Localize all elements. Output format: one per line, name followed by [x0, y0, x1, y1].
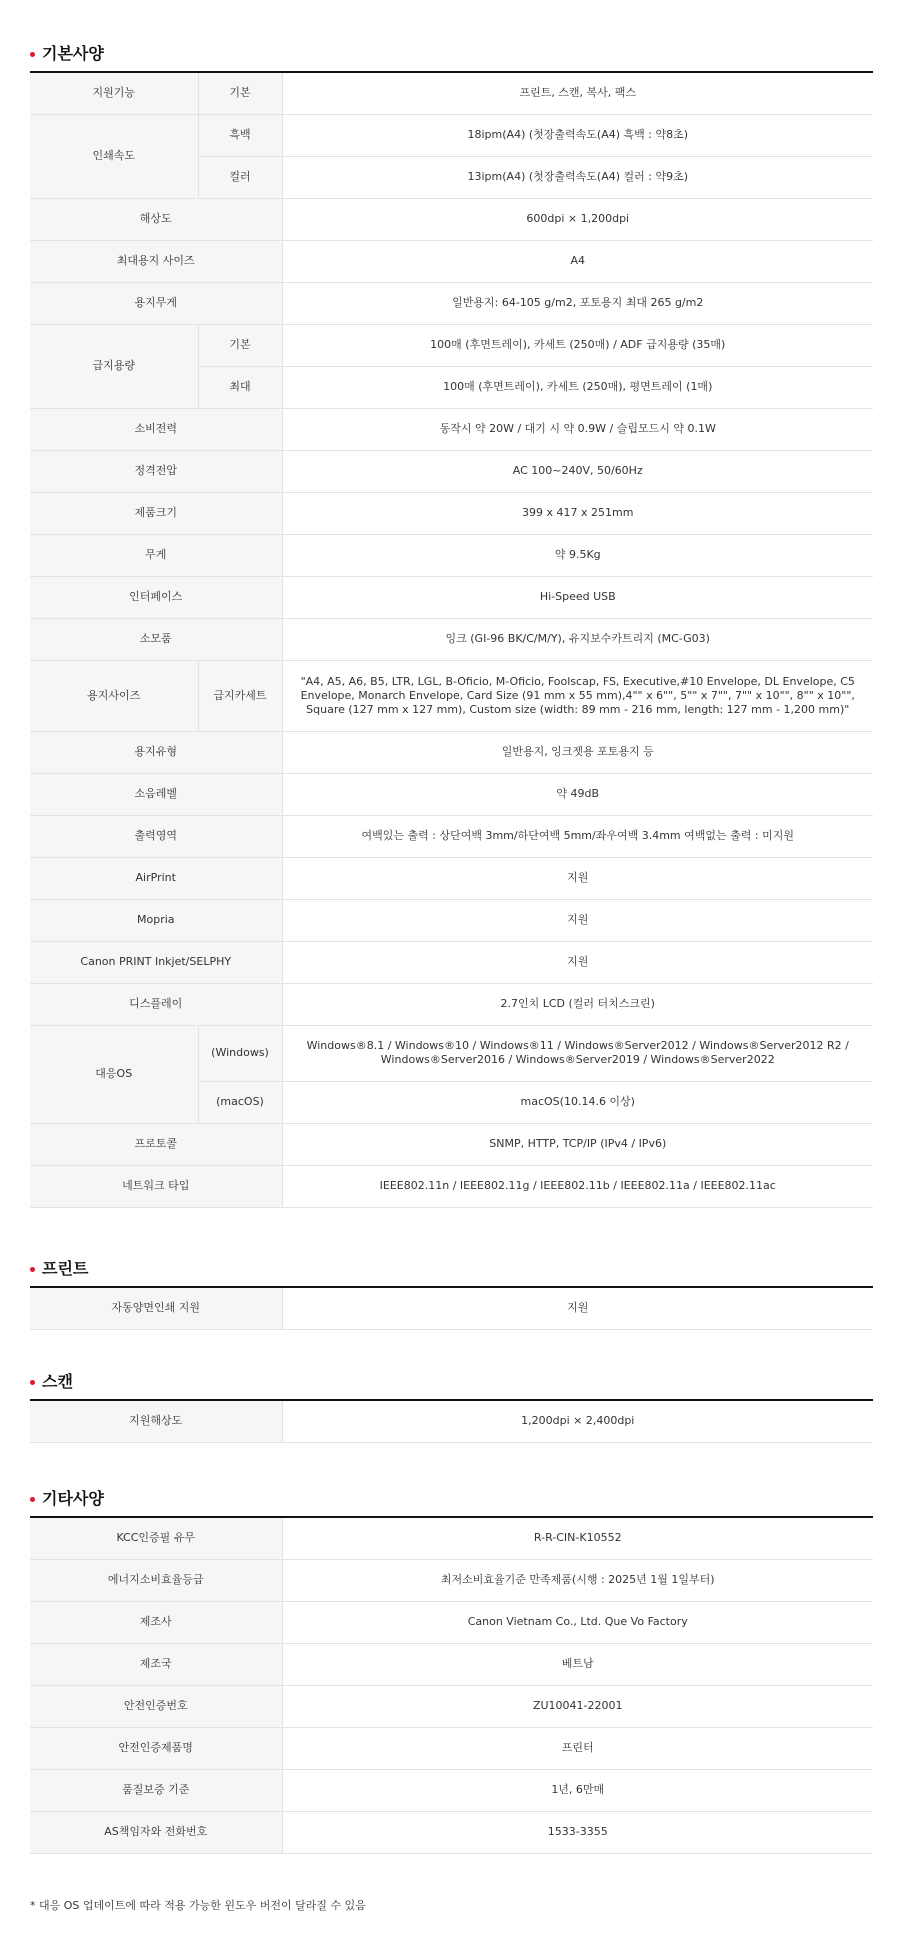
- table-row: [30, 240, 873, 282]
- row-value: 600dpi × 1,200dpi: [282, 198, 873, 240]
- table-row: [30, 1601, 873, 1643]
- table-row: [30, 731, 873, 773]
- row-sublabel: 급지카세트: [198, 660, 282, 731]
- bullet-dot-icon: [30, 1497, 35, 1502]
- row-label: KCC인증필 유무: [30, 1517, 282, 1559]
- table-row: [30, 1727, 873, 1769]
- row-value: 13ipm(A4) (첫장출력속도(A4) 컬러 : 약9초): [282, 156, 873, 198]
- row-sublabel: 기본: [198, 324, 282, 366]
- bullet-dot-icon: [30, 1267, 35, 1272]
- spec-table-basic: [30, 71, 873, 1208]
- row-value: 약 49dB: [282, 773, 873, 815]
- row-label: 디스플레이: [30, 983, 282, 1025]
- row-label: 네트워크 타입: [30, 1165, 282, 1207]
- row-sublabel: (Windows): [198, 1025, 282, 1081]
- row-value: 18ipm(A4) (첫장출력속도(A4) 흑백 : 약8초): [282, 114, 873, 156]
- row-value: 잉크 (GI-96 BK/C/M/Y), 유지보수카트리지 (MC-G03): [282, 618, 873, 660]
- table-row: [30, 534, 873, 576]
- table-row: [30, 1165, 873, 1207]
- row-value: 프린터: [282, 1727, 873, 1769]
- row-value: ZU10041-22001: [282, 1685, 873, 1727]
- row-label: Canon PRINT Inkjet/SELPHY: [30, 941, 282, 983]
- row-sublabel: (macOS): [198, 1081, 282, 1123]
- row-sublabel: 기본: [198, 72, 282, 114]
- table-row: [30, 899, 873, 941]
- row-value: IEEE802.11n / IEEE802.11g / IEEE802.11b / IEEE802.11a / IEEE802.11ac: [282, 1165, 873, 1207]
- table-row: [30, 857, 873, 899]
- row-label: 지원기능: [30, 72, 198, 114]
- table-row: [30, 576, 873, 618]
- table-row: [30, 324, 873, 366]
- row-value: 100매 (후면트레이), 카세트 (250매), 평면트레이 (1매): [282, 366, 873, 408]
- row-label: 무게: [30, 534, 282, 576]
- footnote: * 대응 OS 업데이트에 따라 적용 가능한 윈도우 버전이 달라질 수 있음: [30, 1899, 366, 1912]
- row-value: 100매 (후면트레이), 카세트 (250매) / ADF 급지용량 (35매): [282, 324, 873, 366]
- row-value: 여백있는 출력 : 상단여백 3mm/하단여백 5mm/좌우여백 3.4mm 여백없는 출력 : 미지원: [282, 815, 873, 857]
- table-row: [30, 941, 873, 983]
- row-value: 지원: [282, 1287, 873, 1329]
- row-label: AirPrint: [30, 857, 282, 899]
- row-value: 1533-3355: [282, 1811, 873, 1853]
- row-value: 동작시 약 20W / 대기 시 약 0.9W / 슬립모드시 약 0.1W: [282, 408, 873, 450]
- row-sublabel: 흑백: [198, 114, 282, 156]
- table-row: [30, 1400, 873, 1442]
- table-row: [30, 450, 873, 492]
- row-label: 인터페이스: [30, 576, 282, 618]
- row-value: Hi-Speed USB: [282, 576, 873, 618]
- row-label: 안전인증제품명: [30, 1727, 282, 1769]
- table-row: [30, 1123, 873, 1165]
- row-value: "A4, A5, A6, B5, LTR, LGL, B-Oficio, M-Oficio, Foolscap, FS, Executive,#10 Envelope, DL Envelope, C5 Envelope, Monarch Envelope, Card Size (91 mm x 55 mm),4"" x 6"", 5"" x 7"", 7"" x 10"", 8"" x 10"", Square (127 mm x 127 mm), Custom size (width: 89 mm - 216 mm, length: 127 mm - 1,200 mm)": [282, 660, 873, 731]
- bullet-dot-icon: [30, 52, 35, 57]
- row-value: 2.7인치 LCD (컬러 터치스크린): [282, 983, 873, 1025]
- row-label: 안전인증번호: [30, 1685, 282, 1727]
- row-sublabel: 컬러: [198, 156, 282, 198]
- row-value: 1,200dpi × 2,400dpi: [282, 1400, 873, 1442]
- row-label: 제조국: [30, 1643, 282, 1685]
- row-label: 제품크기: [30, 492, 282, 534]
- table-row: [30, 1811, 873, 1853]
- table-row: [30, 1517, 873, 1559]
- table-row: [30, 815, 873, 857]
- row-label: 최대용지 사이즈: [30, 240, 282, 282]
- row-label: 에너지소비효율등급: [30, 1559, 282, 1601]
- table-row: [30, 1643, 873, 1685]
- table-row: [30, 983, 873, 1025]
- row-label: 소음레벨: [30, 773, 282, 815]
- row-label: 정격전압: [30, 450, 282, 492]
- row-value: A4: [282, 240, 873, 282]
- section-title-scan: 스캔: [30, 1367, 885, 1397]
- row-label: 자동양면인쇄 지원: [30, 1287, 282, 1329]
- table-row: [30, 408, 873, 450]
- table-row: [30, 1685, 873, 1727]
- table-row: [30, 618, 873, 660]
- spec-table-scan: [30, 1399, 873, 1443]
- section-title-basic: 기본사양: [30, 39, 885, 69]
- row-value: AC 100~240V, 50/60Hz: [282, 450, 873, 492]
- row-label: 출력영역: [30, 815, 282, 857]
- row-label: 제조사: [30, 1601, 282, 1643]
- table-row: [30, 282, 873, 324]
- table-row: [30, 492, 873, 534]
- row-value: 일반용지: 64-105 g/m2, 포토용지 최대 265 g/m2: [282, 282, 873, 324]
- row-value: 399 x 417 x 251mm: [282, 492, 873, 534]
- row-value: SNMP, HTTP, TCP/IP (IPv4 / IPv6): [282, 1123, 873, 1165]
- row-label: 품질보증 기준: [30, 1769, 282, 1811]
- table-row: [30, 198, 873, 240]
- row-sublabel: 최대: [198, 366, 282, 408]
- section-title-etc: 기타사양: [30, 1484, 885, 1514]
- row-label: 소모품: [30, 618, 282, 660]
- table-row: [30, 660, 873, 731]
- row-label: 인쇄속도: [30, 114, 198, 198]
- row-label: 용지사이즈: [30, 660, 198, 731]
- row-value: 지원: [282, 899, 873, 941]
- row-label: 대응OS: [30, 1025, 198, 1123]
- row-label: 지원해상도: [30, 1400, 282, 1442]
- row-value: 지원: [282, 857, 873, 899]
- row-label: 해상도: [30, 198, 282, 240]
- row-label: 소비전력: [30, 408, 282, 450]
- bullet-dot-icon: [30, 1380, 35, 1385]
- row-value: 베트남: [282, 1643, 873, 1685]
- row-value: 일반용지, 잉크젯용 포토용지 등: [282, 731, 873, 773]
- row-label: 프로토콜: [30, 1123, 282, 1165]
- row-value: 지원: [282, 941, 873, 983]
- row-label: 급지용량: [30, 324, 198, 408]
- table-row: [30, 773, 873, 815]
- row-value: R-R-CIN-K10552: [282, 1517, 873, 1559]
- row-label: 용지유형: [30, 731, 282, 773]
- table-row: [30, 114, 873, 156]
- table-row: [30, 72, 873, 114]
- table-row: [30, 1025, 873, 1081]
- row-value: macOS(10.14.6 이상): [282, 1081, 873, 1123]
- row-label: Mopria: [30, 899, 282, 941]
- row-value: Windows®8.1 / Windows®10 / Windows®11 / Windows®Server2012 / Windows®Server2012 R2 / Windows®Server2016 / Windows®Server2019 / Windows®Server2022: [282, 1025, 873, 1081]
- spec-table-etc: [30, 1516, 873, 1854]
- row-value: 약 9.5Kg: [282, 534, 873, 576]
- row-value: 최저소비효율기준 만족제품(시행 : 2025년 1월 1일부터): [282, 1559, 873, 1601]
- row-value: 1년, 6만매: [282, 1769, 873, 1811]
- row-value: Canon Vietnam Co., Ltd. Que Vo Factory: [282, 1601, 873, 1643]
- table-row: [30, 1287, 873, 1329]
- row-label: 용지무게: [30, 282, 282, 324]
- section-title-print: 프린트: [30, 1254, 885, 1284]
- spec-table-print: [30, 1286, 873, 1330]
- row-value: 프린트, 스캔, 복사, 팩스: [282, 72, 873, 114]
- table-row: [30, 1769, 873, 1811]
- table-row: [30, 1559, 873, 1601]
- row-label: AS책임자와 전화번호: [30, 1811, 282, 1853]
